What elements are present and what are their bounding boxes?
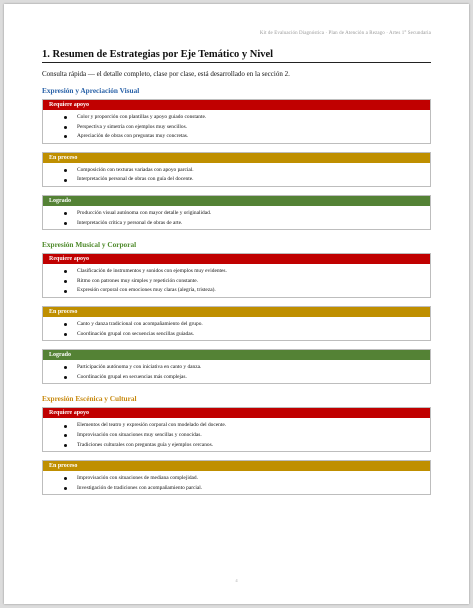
list-item-text: Improvisación con situaciones muy sencillas y conocidas. [77, 431, 202, 438]
bullet-icon [64, 366, 67, 369]
list-item [43, 166, 430, 176]
bullet-icon [64, 376, 67, 379]
axis-section [42, 394, 431, 495]
list-item [43, 286, 430, 296]
list-item [43, 441, 430, 451]
list-item-text: Interpretación crítica y personal de obras de arte. [77, 219, 183, 226]
list-item [43, 474, 430, 484]
bullet-icon [64, 425, 67, 428]
list-item [43, 175, 430, 185]
page-title: 1. Resumen de Estrategias por Eje Temático y Nivel [42, 48, 431, 63]
strategy-list [43, 474, 430, 493]
level-header: Requiere apoyo [43, 254, 430, 264]
list-item-text: Ritmo con patrones muy simples y repetición constante. [77, 277, 198, 284]
level-box [42, 152, 431, 187]
axis-title: Expresión Musical y Corporal [42, 240, 137, 250]
list-item-text: Apreciación de obras con preguntas muy concretas. [77, 133, 189, 140]
strategy-list [43, 267, 430, 296]
list-item [43, 219, 430, 229]
list-item-text: Coordinación grupal en secuencias más complejas. [77, 373, 187, 380]
list-item-text: Expresión corporal con emociones muy claras (alegría, tristeza). [77, 287, 216, 294]
level-box [42, 460, 431, 495]
intro-paragraph: Consulta rápida — el detalle completo, clase por clase, está desarrollado en la sección 2. [42, 70, 290, 78]
list-item-text: Color y proporción con plantillas y apoyo guiado constante. [77, 114, 207, 120]
list-item [43, 123, 430, 133]
bullet-icon [64, 434, 67, 437]
list-item [43, 421, 430, 431]
bullet-icon [64, 116, 67, 119]
list-item [43, 277, 430, 287]
list-item-text: Producción visual autónoma con mayor detalle y originalidad. [77, 209, 212, 216]
page-number: 4 [235, 578, 238, 583]
bullet-icon [64, 169, 67, 172]
list-item [43, 431, 430, 441]
level-box [42, 195, 431, 230]
list-item [43, 267, 430, 277]
list-item [43, 373, 430, 383]
level-header: Requiere apoyo [43, 408, 430, 418]
level-header: Logrado [43, 196, 430, 206]
bullet-icon [64, 477, 67, 480]
list-item-text: Canto y danza tradicional con acompañamiento del grupo. [77, 320, 203, 327]
list-item [43, 132, 430, 142]
strategy-list [43, 320, 430, 339]
list-item-text: Perspectiva y simetría con ejemplos muy sencillos. [77, 123, 188, 130]
strategy-list [43, 113, 430, 142]
bullet-icon [64, 280, 67, 283]
level-box [42, 253, 431, 298]
strategy-list [43, 363, 430, 382]
level-header: En proceso [43, 307, 430, 317]
strategy-list [43, 421, 430, 450]
level-header: Logrado [43, 350, 430, 360]
list-item-text: Coordinación grupal con secuencias sencillas guiadas. [77, 330, 195, 337]
strategy-list [43, 209, 430, 228]
level-box [42, 407, 431, 452]
list-item [43, 113, 430, 123]
bullet-icon [64, 126, 67, 129]
list-item [43, 209, 430, 219]
bullet-icon [64, 487, 67, 490]
list-item-text: Elementos del teatro y expresión corporal con modelado del docente. [77, 422, 227, 429]
axis-title: Expresión y Apreciación Visual [42, 86, 140, 95]
list-item [43, 320, 430, 330]
bullet-icon [64, 179, 67, 182]
axis-title: Expresión Escénica y Cultural [42, 394, 137, 404]
bullet-icon [64, 333, 67, 336]
level-header: En proceso [43, 461, 430, 471]
strategy-list [43, 166, 430, 185]
running-header: Kit de Evaluación Diagnóstica · Plan de Atención a Rezago · Artes 1° Secundaria [259, 31, 431, 36]
document-page [4, 4, 469, 604]
level-box [42, 349, 431, 384]
axis-section [42, 86, 431, 230]
list-item-text: Composición con texturas variadas con apoyo parcial. [77, 166, 194, 173]
list-item-text: Clasificación de instrumentos y sonidos con ejemplos muy evidentes. [77, 268, 227, 275]
list-item [43, 363, 430, 373]
bullet-icon [64, 444, 67, 447]
level-box [42, 99, 431, 144]
list-item [43, 330, 430, 340]
bullet-icon [64, 323, 67, 326]
level-header: En proceso [43, 153, 430, 163]
list-item [43, 484, 430, 494]
bullet-icon [64, 290, 67, 293]
level-box [42, 306, 431, 341]
list-item-text: Tradiciones culturales con preguntas guía y ejemplos cercanos. [77, 441, 214, 448]
bullet-icon [64, 222, 67, 225]
level-header: Requiere apoyo [43, 100, 430, 110]
axis-section [42, 240, 431, 384]
bullet-icon [64, 270, 67, 273]
list-item-text: Improvisación con situaciones de mediana complejidad. [77, 475, 198, 482]
strategy-summary [42, 86, 431, 503]
bullet-icon [64, 135, 67, 138]
list-item-text: Participación autónoma y con iniciativa en canto y danza. [77, 364, 202, 371]
list-item-text: Interpretación personal de obras con guía del docente. [77, 176, 194, 183]
bullet-icon [64, 212, 67, 215]
list-item-text: Investigación de tradiciones con acompañamiento parcial. [77, 484, 203, 491]
